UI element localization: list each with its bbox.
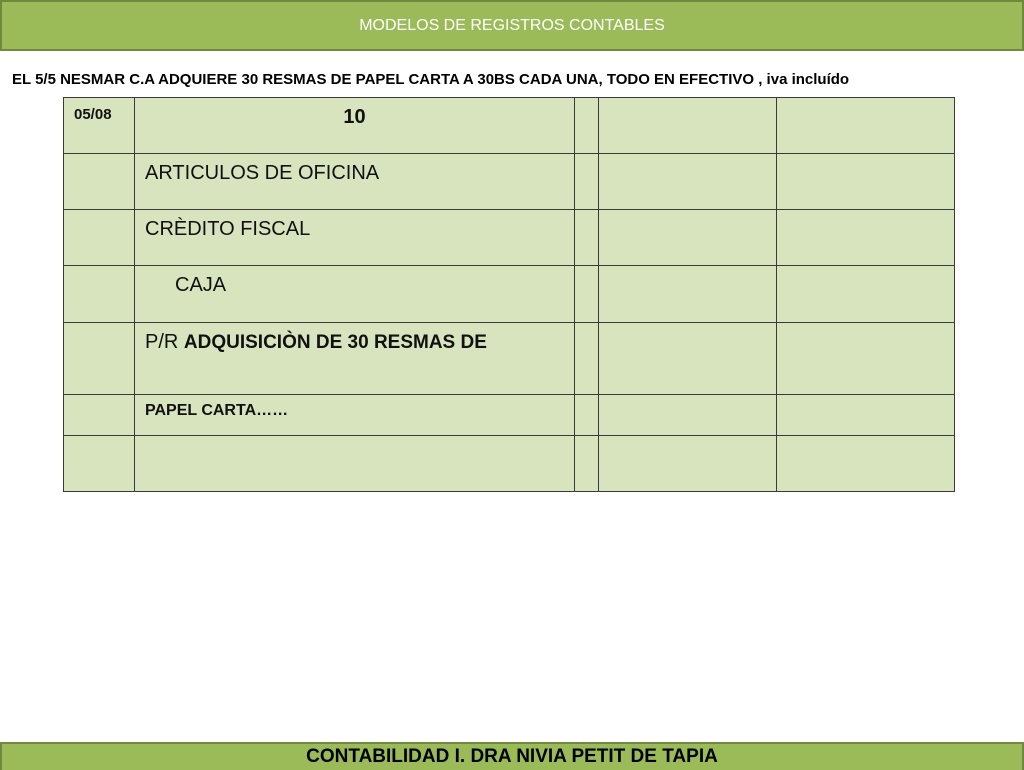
debit-cell <box>599 436 777 492</box>
entry-number: 10 <box>343 106 366 128</box>
credit-cell <box>777 323 955 395</box>
account-cell <box>135 266 575 323</box>
debit-cell <box>599 266 777 323</box>
date-cell <box>64 436 135 492</box>
table-row <box>64 154 955 210</box>
date-cell <box>64 210 135 266</box>
credit-cell <box>777 154 955 210</box>
table-row <box>64 98 955 154</box>
table-row <box>64 210 955 266</box>
table-row <box>64 266 955 323</box>
ref-cell <box>575 210 599 266</box>
ref-cell <box>575 395 599 436</box>
account-name: CRÈDITO FISCAL <box>145 218 311 240</box>
table-row <box>64 436 955 492</box>
description-continued: PAPEL CARTA…… <box>145 402 289 419</box>
description-bold: ADQUISICIÒN DE 30 RESMAS DE <box>183 332 487 353</box>
entry-description <box>135 323 574 354</box>
date-cell <box>64 266 135 323</box>
account-name: CAJA <box>175 274 227 296</box>
date-cell <box>64 154 135 210</box>
account-cell <box>135 210 575 266</box>
ref-cell <box>575 323 599 395</box>
debit-cell <box>599 323 777 395</box>
ref-cell <box>575 98 599 154</box>
date-cell <box>64 98 135 154</box>
description-cell <box>135 395 575 436</box>
description-cell <box>135 323 575 395</box>
slide-title-bar <box>0 0 1024 51</box>
credit-cell <box>777 436 955 492</box>
date-cell <box>64 395 135 436</box>
table-row <box>64 323 955 395</box>
slide-footer-bar <box>0 742 1024 770</box>
account-cell <box>135 154 575 210</box>
debit-cell <box>599 154 777 210</box>
ref-cell <box>575 436 599 492</box>
footer-text: CONTABILIDAD I. DRA NIVIA PETIT DE TAPIA <box>306 746 718 767</box>
slide-title: MODELOS DE REGISTROS CONTABLES <box>359 16 665 34</box>
debit-cell <box>599 395 777 436</box>
journal-entry-table <box>63 97 955 492</box>
credit-cell <box>777 210 955 266</box>
account-name: ARTICULOS DE OFICINA <box>145 162 380 184</box>
description-prefix: P/R <box>145 331 184 353</box>
credit-cell <box>777 395 955 436</box>
ref-cell <box>575 266 599 323</box>
description-cell <box>135 436 575 492</box>
table-row <box>64 395 955 436</box>
entry-number-cell <box>135 98 575 154</box>
debit-cell <box>599 98 777 154</box>
entry-date: 05/08 <box>74 106 112 123</box>
debit-cell <box>599 210 777 266</box>
ref-cell <box>575 154 599 210</box>
credit-cell <box>777 98 955 154</box>
date-cell <box>64 323 135 395</box>
credit-cell <box>777 266 955 323</box>
exercise-statement: EL 5/5 NESMAR C.A ADQUIERE 30 RESMAS DE PAPEL CARTA A 30BS CADA UNA, TODO EN EFECTIVO , iva incluído <box>12 71 850 88</box>
